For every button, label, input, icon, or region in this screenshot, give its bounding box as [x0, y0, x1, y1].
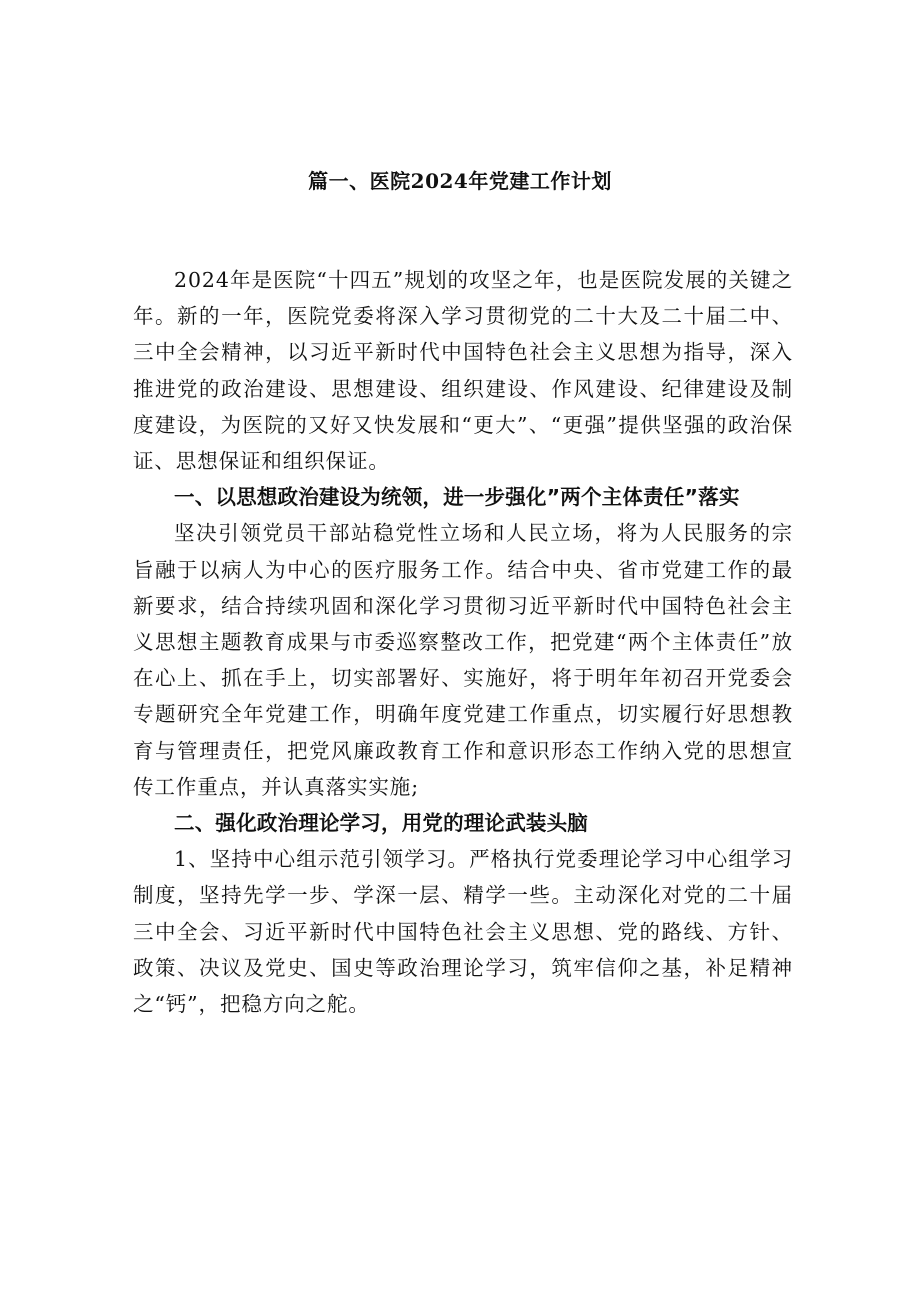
section-heading-1: 一、以思想政治建设为统领，进一步强化”两个主体责任”落实	[174, 485, 740, 510]
document-title: 篇一、医院2024年党建工作计划	[308, 169, 612, 193]
paragraph-section-2-item-1: 1、坚持中心组示范引领学习。严格执行党委理论学习中心组学习制度，坚持先学一步、学深一层、精学一些。主动深化对党的二十届三中全会、习近平新时代中国特色社会主义思想、党的路线、方针、政策、决议及党史、国史等政治理论学习，筑牢信仰之基，补足精神之“钙”，把稳方向之舵。	[133, 847, 793, 1017]
document-body	[133, 262, 793, 1022]
paragraph-intro: 2024年是医院“十四五”规划的攻坚之年，也是医院发展的关键之年。新的一年，医院党委将深入学习贯彻党的二十大及二十届二中、三中全会精神，以习近平新时代中国特色社会主义思想为指导，深入推进党的政治建设、思想建设、组织建设、作风建设、纪律建设及制度建设，为医院的又好又快发展和“更大”、“更强”提供坚强的政治保证、思想保证和组织保证。	[133, 268, 793, 474]
paragraph-section-1: 坚决引领党员干部站稳党性立场和人民立场，将为人民服务的宗旨融于以病人为中心的医疗服务工作。结合中央、省市党建工作的最新要求，结合持续巩固和深化学习贯彻习近平新时代中国特色社会主义思想主题教育成果与市委巡察整改工作，把党建“两个主体责任”放在心上、抓在手上，切实部署好、实施好，将于明年年初召开党委会专题研究全年党建工作，明确年度党建工作重点，切实履行好思想教育与管理责任，把党风廉政教育工作和意识形态工作纳入党的思想宣传工作重点，并认真落实实施;	[133, 521, 793, 799]
section-heading-2: 二、强化政治理论学习，用党的理论武装头脑	[174, 811, 588, 836]
